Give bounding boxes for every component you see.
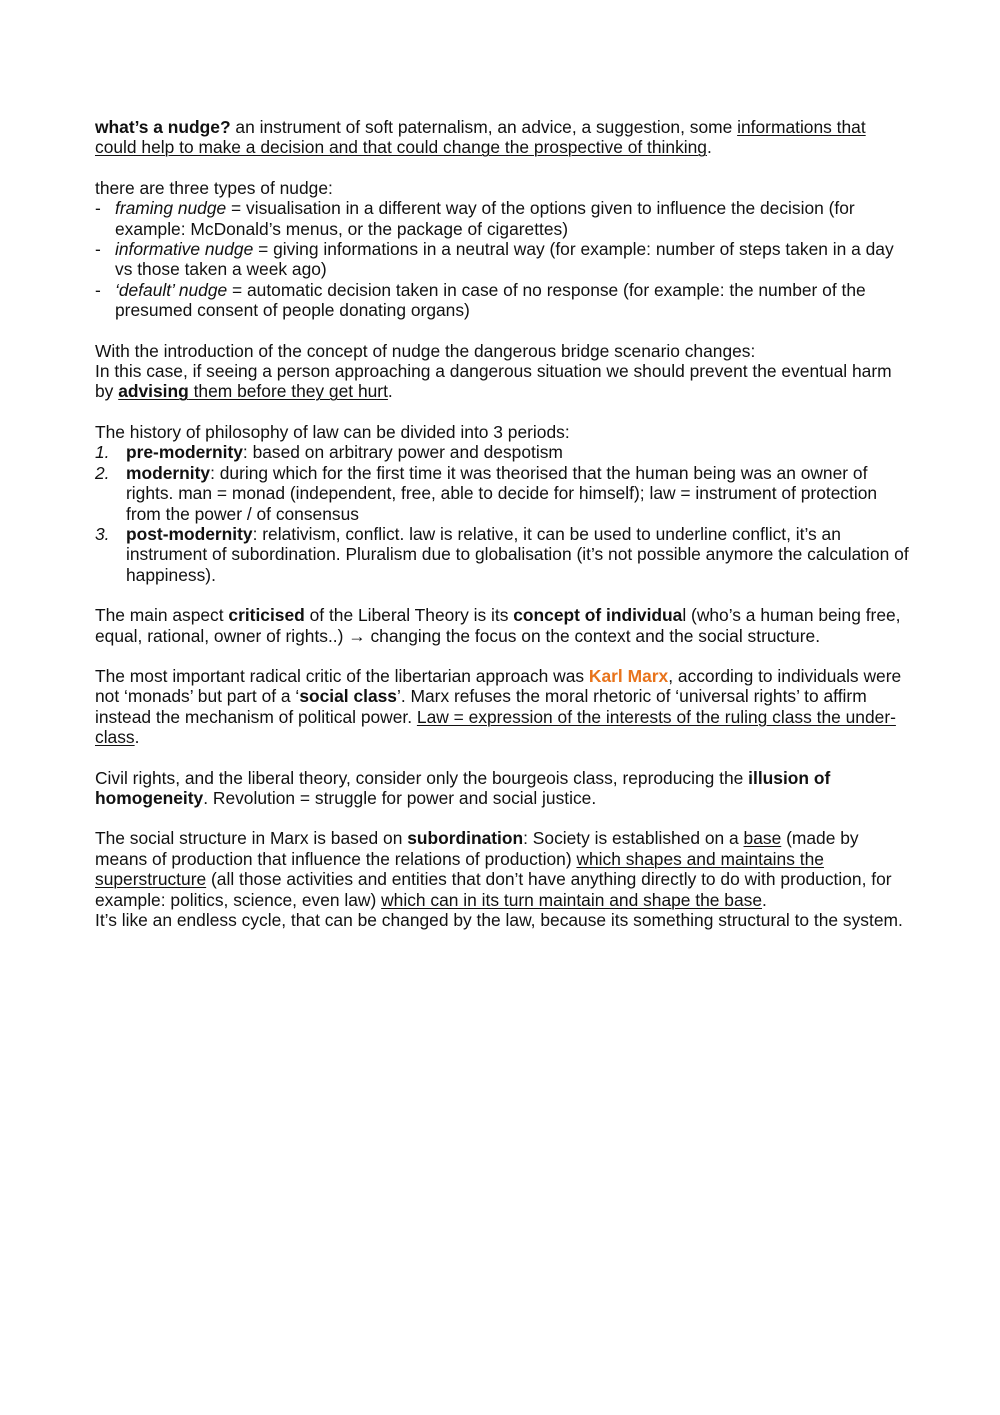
marx-text-3: ’. Marx refuses the moral rhetoric of ‘universal rights’ to affirm instead the mechanism of political power. (95, 686, 867, 727)
list-item (95, 239, 910, 280)
document-page (95, 117, 910, 930)
period-text: : relativism, conflict. law is relative, it can be used to underline conflict, it’s an instrument of subordination. Pluralism due to globalisation (it’s not possible anymore the calculation of happiness). (126, 523, 909, 585)
nudge-question: what’s a nudge? (95, 117, 231, 137)
marx-law-underlined: Law = expression of the interests of the ruling class the under-class (95, 706, 896, 748)
structure-base-underlined: base (743, 828, 782, 849)
dash-marker: - (95, 239, 101, 260)
list-item (95, 463, 910, 524)
liberal-text-1: The main aspect (95, 605, 229, 626)
spacer (95, 402, 910, 422)
history-intro: The history of philosophy of law can be divided into 3 periods: (95, 421, 570, 442)
nudge-end: . (706, 137, 712, 158)
number-marker: 1. (95, 442, 110, 463)
nudge-type-text: = visualisation in a different way of the options given to influence the decision (for example: McDonald’s menus, or the package of cigarettes) (115, 198, 855, 239)
period-term: modernity (126, 462, 211, 483)
civil-text-1: Civil rights, and the liberal theory, consider only the bourgeois class, reproducing the (95, 767, 749, 788)
spacer (95, 585, 910, 605)
spacer (95, 158, 910, 178)
structure-text-2: : Society is established on a (523, 828, 744, 849)
list-item (95, 524, 910, 585)
liberal-bold-2: concept of individua (513, 605, 683, 626)
period-term: post-modernity (126, 523, 253, 544)
bridge-line-1: With the introduction of the concept of nudge the dangerous bridge scenario changes: (95, 340, 756, 361)
liberal-text-2: of the Liberal Theory is its (304, 605, 514, 626)
marx-paragraph (95, 666, 910, 748)
structure-bold: subordination (407, 828, 524, 849)
nudge-type-term: ‘default’ nudge (115, 279, 228, 300)
period-term: pre-modernity (126, 442, 243, 463)
nudge-type-term: framing nudge (115, 198, 227, 219)
structure-shapes-underlined: which shapes and maintains the superstructure (95, 848, 824, 890)
bridge-advising: advising (118, 381, 189, 402)
bridge-line-2 (95, 361, 910, 402)
dash-marker: - (95, 279, 101, 300)
bridge-end: . (387, 381, 393, 402)
marx-text-2: , according to individuals were not ‘monads’ but part of a ‘ (95, 665, 902, 707)
endless-cycle-line: It’s like an endless cycle, that can be changed by the law, because its something structural to the system. (95, 910, 903, 930)
nudge-type-term: informative nudge (115, 239, 254, 260)
list-item (95, 280, 910, 321)
marx-end: . (134, 727, 140, 748)
nudge-definition (95, 117, 910, 158)
nudge-types-list (95, 198, 910, 320)
dash-marker: - (95, 198, 101, 219)
liberal-theory-paragraph (95, 605, 910, 646)
nudge-text: an instrument of soft paternalism, an advice, a suggestion, some (230, 117, 738, 137)
structure-text-4: (all those activities and entities that don’t have anything directly to do with production, for example: politics, science, even law) (95, 869, 892, 910)
spacer (95, 646, 910, 666)
structure-text-3: (made by means of production that influence the relations of production) (95, 828, 859, 869)
marx-text-1: The most important radical critic of the libertarian approach was (95, 665, 589, 686)
structure-text-1: The social structure in Marx is based on (95, 828, 408, 849)
karl-marx-name: Karl Marx (588, 665, 669, 686)
number-marker: 3. (95, 523, 110, 544)
list-item (95, 442, 910, 462)
civil-bold: illusion of homogeneity (95, 767, 831, 808)
period-text: : during which for the first time it was theorised that the human being was an owner of rights. man = monad (independent, free, able to decide for himself); law = instrument of protection from the power / of consensus (126, 462, 878, 524)
spacer (95, 808, 910, 828)
nudge-type-text: = giving informations in a neutral way (for example: number of steps taken in a day vs those taken a week ago) (115, 239, 894, 280)
list-item (95, 198, 910, 239)
history-periods-list (95, 442, 910, 585)
social-structure-paragraph (95, 828, 910, 910)
liberal-text-3: l (who’s a human being free, equal, rational, owner of rights..) → changing the focus on the context and the social structure. (95, 605, 901, 646)
structure-turn-underlined: which can in its turn maintain and shape the base (381, 889, 763, 910)
nudge-types-intro: there are three types of nudge: (95, 177, 333, 198)
liberal-bold-1: criticised (228, 605, 305, 626)
spacer (95, 321, 910, 341)
marx-social-class: social class (299, 686, 397, 707)
number-marker: 2. (95, 462, 110, 483)
bridge-text: In this case, if seeing a person approaching a dangerous situation we should prevent the eventual harm by (95, 361, 892, 402)
spacer (95, 748, 910, 768)
nudge-underlined: informations that could help to make a decision and that could change the prospective of thinking (95, 117, 866, 158)
civil-text-2: . Revolution = struggle for power and social justice. (203, 787, 597, 808)
structure-end: . (762, 889, 767, 910)
period-text: : based on arbitrary power and despotism (242, 442, 563, 463)
civil-rights-paragraph (95, 768, 910, 809)
nudge-type-text: = automatic decision taken in case of no response (for example: the number of the presumed consent of people donating organs) (115, 279, 866, 321)
bridge-underlined: them before they get hurt (188, 381, 388, 402)
